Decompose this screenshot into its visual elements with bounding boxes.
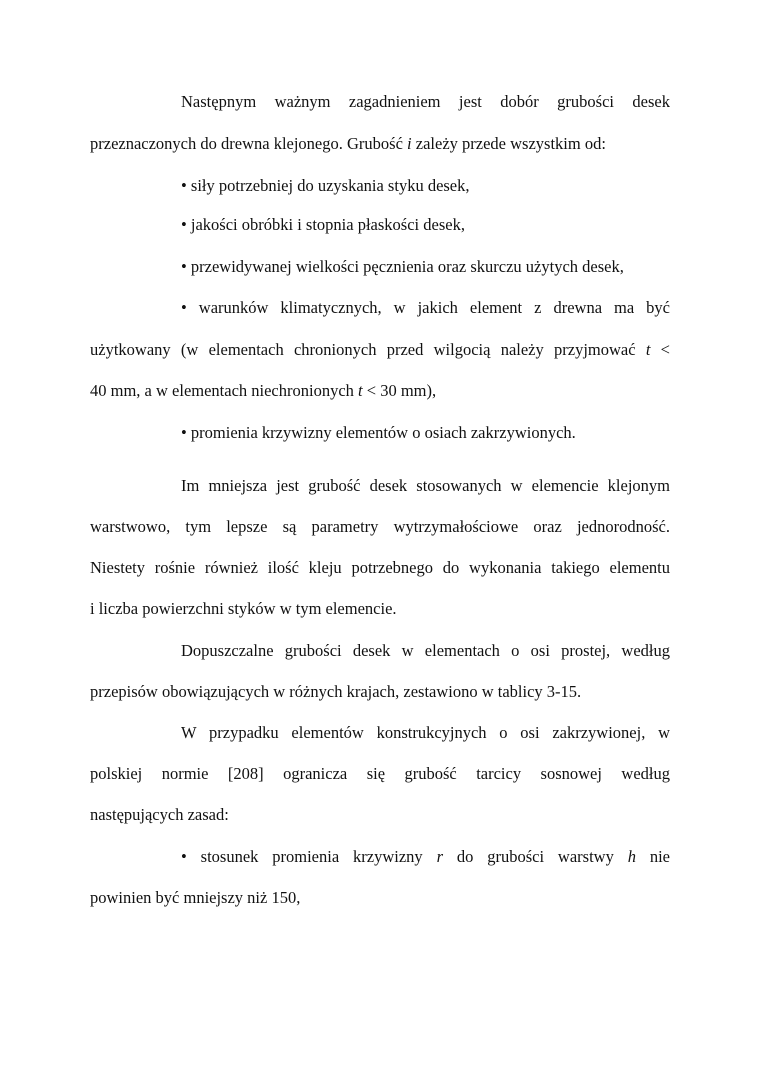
text-segment: do grubości warstwy	[442, 847, 628, 866]
text-segment: użytkowany (w elementach chronionych przed wilgocią należy przyjmować	[90, 340, 646, 359]
paragraph-3-line-2: przepisów obowiązujących w różnych krajach, zestawiono w tablicy 3-15.	[90, 682, 582, 701]
bullet-item-4-line-3	[90, 380, 670, 402]
bullet-item-4-line-2	[90, 339, 670, 361]
variable-r: r	[436, 847, 443, 866]
variable-h: h	[627, 847, 636, 866]
paragraph-1-line-1: Następnym ważnym zagadnieniem jest dobór grubości desek	[181, 92, 670, 111]
bullet-item-5: • promienia krzywizny elementów o osiach zakrzywionych.	[181, 423, 576, 442]
text-segment: • stosunek promienia krzywizny	[181, 847, 437, 866]
text-segment: przeznaczonych do drewna klejonego. Grubość	[90, 134, 408, 153]
bullet-item-3: • przewidywanej wielkości pęcznienia oraz skurczu użytych desek,	[181, 257, 624, 276]
variable-i: i	[407, 134, 412, 153]
bullet-item-2: • jakości obróbki i stopnia płaskości desek,	[181, 215, 465, 234]
text-segment: zależy przede wszystkim od:	[411, 134, 606, 153]
paragraph-4-line-3: następujących zasad:	[90, 805, 229, 824]
paragraph-5-line-2: powinien być mniejszy niż 150,	[90, 888, 301, 907]
variable-t: t	[358, 381, 363, 400]
bullet-item-4-line-1: • warunków klimatycznych, w jakich element z drewna ma być	[181, 298, 670, 317]
bullet-item-1: • siły potrzebniej do uzyskania styku desek,	[181, 176, 470, 195]
paragraph-4-line-2: polskiej normie [208] ogranicza się grubość tarcicy sosnowej według	[90, 764, 670, 783]
text-segment: 40 mm, a w elementach niechronionych	[90, 381, 359, 400]
paragraph-5-line-1	[181, 846, 670, 868]
paragraph-2-line-4: i liczba powierzchni styków w tym elemencie.	[90, 599, 397, 618]
paragraph-3-line-1: Dopuszczalne grubości desek w elementach o osi prostej, według	[181, 641, 670, 660]
text-segment: <	[650, 340, 670, 359]
text-segment: < 30 mm),	[362, 381, 437, 400]
paragraph-2-line-3: Niestety rośnie również ilość kleju potrzebnego do wykonania takiego elementu	[90, 558, 670, 577]
paragraph-2-line-1: Im mniejsza jest grubość desek stosowanych w elemencie klejonym	[181, 476, 670, 495]
variable-t: t	[645, 340, 651, 359]
paragraph-2-line-2: warstwowo, tym lepsze są parametry wytrzymałościowe oraz jednorodność.	[90, 517, 670, 536]
text-segment: nie	[635, 847, 670, 866]
paragraph-4-line-1: W przypadku elementów konstrukcyjnych o osi zakrzywionej, w	[181, 723, 670, 742]
paragraph-1-line-2	[90, 133, 670, 155]
